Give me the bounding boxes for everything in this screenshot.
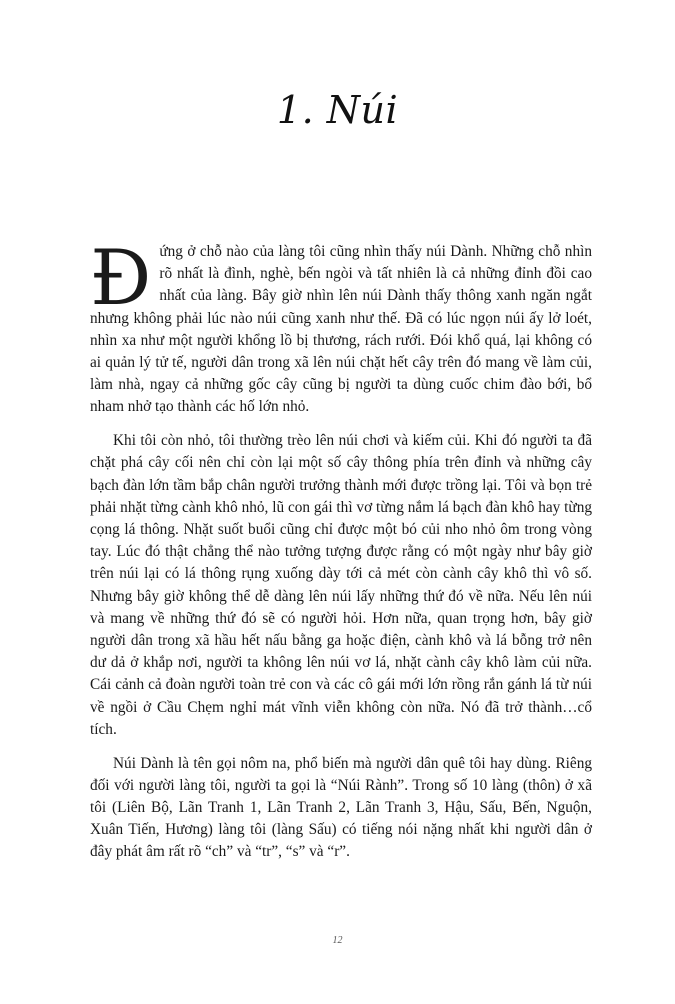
paragraph-1 bbox=[90, 233, 592, 419]
paragraph-3: Núi Dành là tên gọi nôm na, phổ biến mà người dân quê tôi hay dùng. Riêng đối với người làng tôi, người ta gọi là “Núi Rành”. Trong số 10 làng (thôn) ở xã tôi (Liên Bộ, Lãn Tranh 1, Lãn Tranh 2, Lãn Tranh 3, Hậu, Sấu, Bến, Nguộn, Xuân Tiến, Hương) làng tôi (làng Sấu) có tiếng nói nặng nhất khi người dân ở đây phát âm rất rõ “ch” và “tr”, “s” và “r”. bbox=[90, 754, 592, 861]
chapter-title: 1. Núi bbox=[276, 88, 399, 132]
page-number: 12 bbox=[332, 935, 343, 946]
paragraph-2: Khi tôi còn nhỏ, tôi thường trèo lên núi chơi và kiếm củi. Khi đó người ta đã chặt phá cây cối nên chỉ còn lại một số cây thông phía trên đỉnh và những cây bạch đàn lớn tầm bắp chân người trưởng thành mới được trồng lại. Tôi và bọn trẻ phải nhặt từng cành khô nhỏ, lũ con gái thì vơ từng nắm lá bạch đàn khô hay từng cọng lá thông. Nhặt suốt buổi cũng chỉ được một bó củi nho nhỏ ôm trong vòng tay. Lúc đó thật chẳng thể nào tưởng tượng được rằng có một ngày như bây giờ trên núi lại có lá thông rụng xuống dày tới cả mét còn cành cây khô thì vô số. Nhưng bây giờ không thể dễ dàng lên núi lấy những thứ đó về nữa. Nếu lên núi và mang về những thứ đó sẽ có người hỏi. Hơn nữa, quan trọng hơn, bây giờ người dân trong xã hầu hết nấu bằng ga hoặc điện, cành khô và lá bỗng trở nên dư dả ở khắp nơi, người ta không lên núi vơ lá, nhặt cành cây khô làm củi nữa. Cái cảnh cả đoàn người toàn trẻ con và các cô gái mới lớn rồng rắn gánh lá từ núi về ngồi ở Cầu Chẹm nghỉ mát vĩnh viễn không còn nữa. Nó đã trở thành…cổ tích. bbox=[90, 432, 592, 738]
body-text bbox=[90, 233, 592, 875]
paragraph-1-text: ứng ở chỗ nào của làng tôi cũng nhìn thấy núi Dành. Những chỗ nhìn rõ nhất là đình, nghè, bến ngòi và tất nhiên là cả những đỉnh đồi cao nhất của làng. Bây giờ nhìn lên núi Dành thấy thông xanh ngăn ngắt nhưng không phải lúc nào núi cũng xanh như thế. Đã có lúc ngọn núi ấy lở loét, nhìn xa như một người khổng lồ bị thương, rách rưới. Đói khổ quá, lại không có ai quản lý tử tế, người dân trong xã lên núi chặt hết cây trên đó mang về làm củi, làm nhà, ngay cả những gốc cây cũng bị người ta dùng cuốc chim đào bới, bổ nham nhở tạo thành các hố lớn nhỏ. bbox=[90, 243, 592, 416]
drop-cap: Đ bbox=[90, 233, 152, 322]
